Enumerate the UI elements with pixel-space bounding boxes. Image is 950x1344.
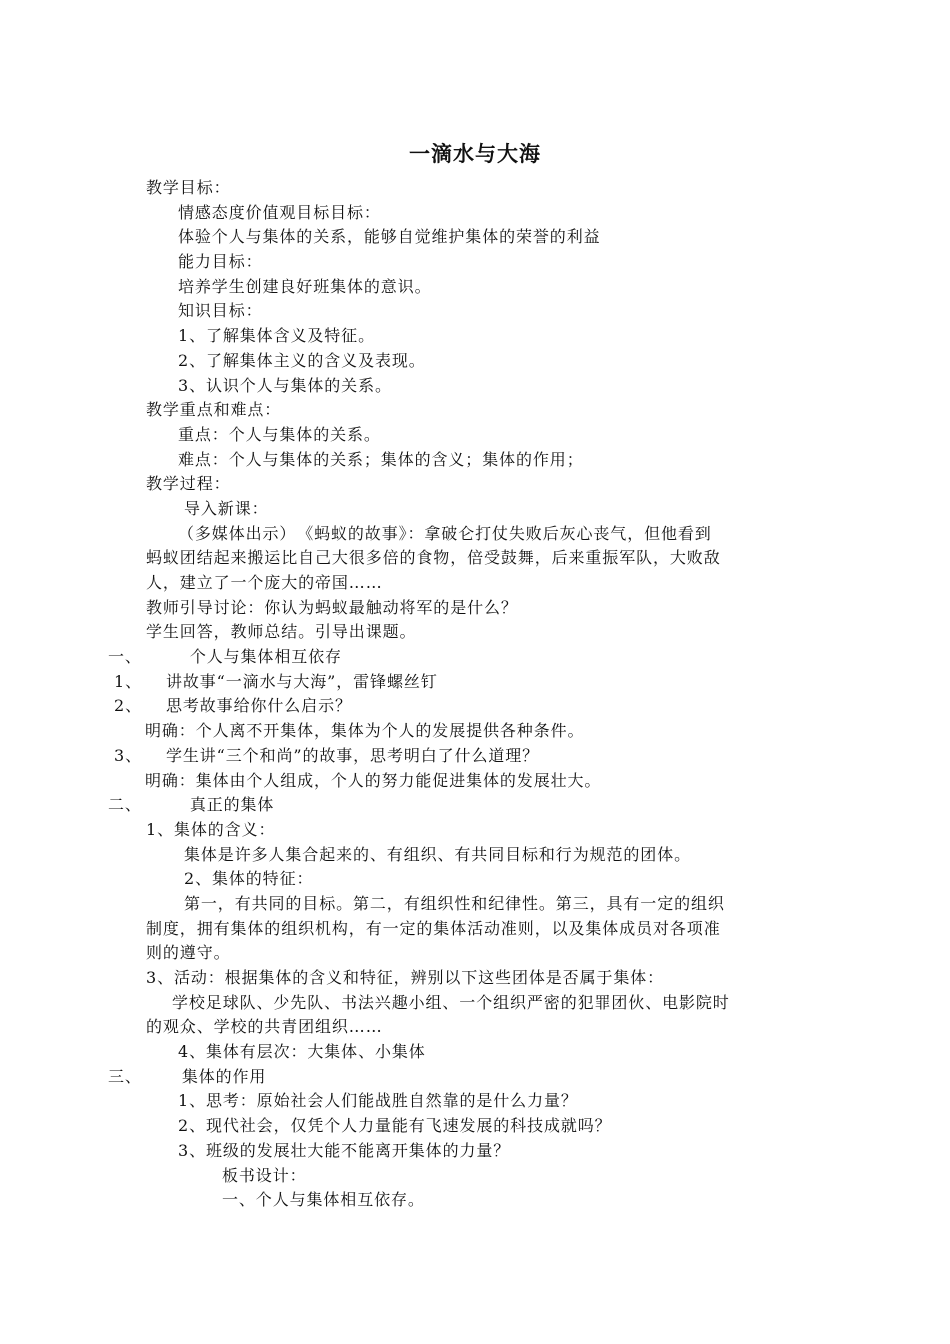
- subheading-knowledge: 知识目标：: [178, 301, 263, 321]
- section-title: 真正的集体: [189, 795, 275, 815]
- subheading: 3、活动：根据集体的含义和特征，辨别以下这些团体是否属于集体：: [146, 968, 665, 987]
- item-text: 学生讲“三个和尚”的故事，思考明白了什么道理？: [165, 745, 540, 765]
- heading-objectives: 教学目标：: [146, 178, 231, 197]
- item-number: 2、: [114, 696, 142, 716]
- text-line: 明确：个人离不开集体，集体为个人的发展提供各种条件。: [145, 721, 585, 741]
- paragraph-line: 制度，拥有集体的组织机构，有一定的集体活动准则，以及集体成员对各项准: [146, 918, 721, 938]
- text-line: 体验个人与集体的关系，能够自觉维护集体的荣誉的利益: [178, 227, 601, 247]
- paragraph-line: 第一，有共同的目标。第二，有组织性和纪律性。第三，具有一定的组织: [184, 893, 725, 913]
- list-item: 1、了解集体含义及特征。: [178, 326, 375, 346]
- paragraph-line: 人，建立了一个庞大的帝国……: [146, 573, 383, 592]
- subheading-intro: 导入新课：: [184, 498, 269, 518]
- list-item: 2、现代社会，仅凭个人力量能有飞速发展的科技成就吗？: [178, 1116, 612, 1136]
- subheading-values: 情感态度价值观目标目标：: [178, 202, 381, 222]
- list-item: 3、认识个人与集体的关系。: [178, 375, 392, 395]
- list-item: [0, 694, 950, 719]
- section-heading-2: [0, 793, 950, 818]
- section-heading-1: [0, 645, 950, 670]
- section-number: 一、: [108, 647, 142, 667]
- section-heading-3: [0, 1065, 950, 1090]
- subheading: 1、集体的含义：: [146, 819, 276, 839]
- section-number: 三、: [108, 1066, 142, 1086]
- item-number: 3、: [114, 745, 142, 765]
- text-line: 学生回答，教师总结。引导出课题。: [146, 622, 417, 642]
- text-line: 教师引导讨论：你认为蚂蚁最触动将军的是什么？: [146, 597, 518, 617]
- paragraph-line: 学校足球队、少先队、书法兴趣小组、一个组织严密的犯罪团伙、电影院时: [172, 992, 730, 1012]
- section-title: 集体的作用: [181, 1066, 267, 1086]
- list-item: 1、思考：原始社会人们能战胜自然靠的是什么力量？: [178, 1091, 578, 1111]
- section-title: 个人与集体相互依存: [189, 647, 342, 667]
- list-item: [0, 744, 950, 769]
- list-item: [0, 670, 950, 695]
- subheading-board-design: 板书设计：: [222, 1165, 307, 1185]
- text-line: 重点：个人与集体的关系。: [178, 424, 381, 444]
- item-number: 1、: [114, 671, 142, 691]
- text-line: 难点：个人与集体的关系；集体的含义；集体的作用；: [178, 449, 584, 469]
- document-title: 一滴水与大海: [409, 142, 541, 166]
- item-text: 讲故事“一滴水与大海”，雷锋螺丝钉: [165, 671, 438, 691]
- paragraph-line: （多媒体出示） 《蚂蚁的故事》：拿破仑打仗失败后灰心丧气，但他看到: [178, 523, 712, 543]
- item-text: 思考故事给你什么启示？: [165, 696, 352, 716]
- paragraph-line: 的观众、学校的共青团组织……: [146, 1017, 383, 1037]
- heading-key-points: 教学重点和难点：: [146, 400, 282, 420]
- section-number: 二、: [108, 795, 142, 815]
- paragraph-line: 则的遵守。: [146, 943, 231, 963]
- list-item: 2、了解集体主义的含义及表现。: [178, 350, 426, 370]
- subheading: 4、集体有层次：大集体、小集体: [178, 1042, 426, 1062]
- subheading-ability: 能力目标：: [178, 252, 263, 272]
- list-item: 3、班级的发展壮大能不能离开集体的力量？: [178, 1140, 511, 1160]
- document-body: [0, 176, 950, 1213]
- text-line: 一、个人与集体相互依存。: [222, 1190, 425, 1210]
- paragraph-line: 蚂蚁团结起来搬运比自己大很多倍的食物，倍受鼓舞，后来重振军队，大败敌: [146, 548, 721, 568]
- heading-process: 教学过程：: [146, 474, 231, 494]
- text-line: 明确：集体由个人组成，个人的努力能促进集体的发展壮大。: [145, 770, 602, 790]
- text-line: 培养学生创建良好班集体的意识。: [178, 276, 432, 296]
- subheading: 2、集体的特征：: [184, 869, 314, 889]
- text-line: 集体是许多人集合起来的、有组织、有共同目标和行为规范的团体。: [184, 844, 692, 864]
